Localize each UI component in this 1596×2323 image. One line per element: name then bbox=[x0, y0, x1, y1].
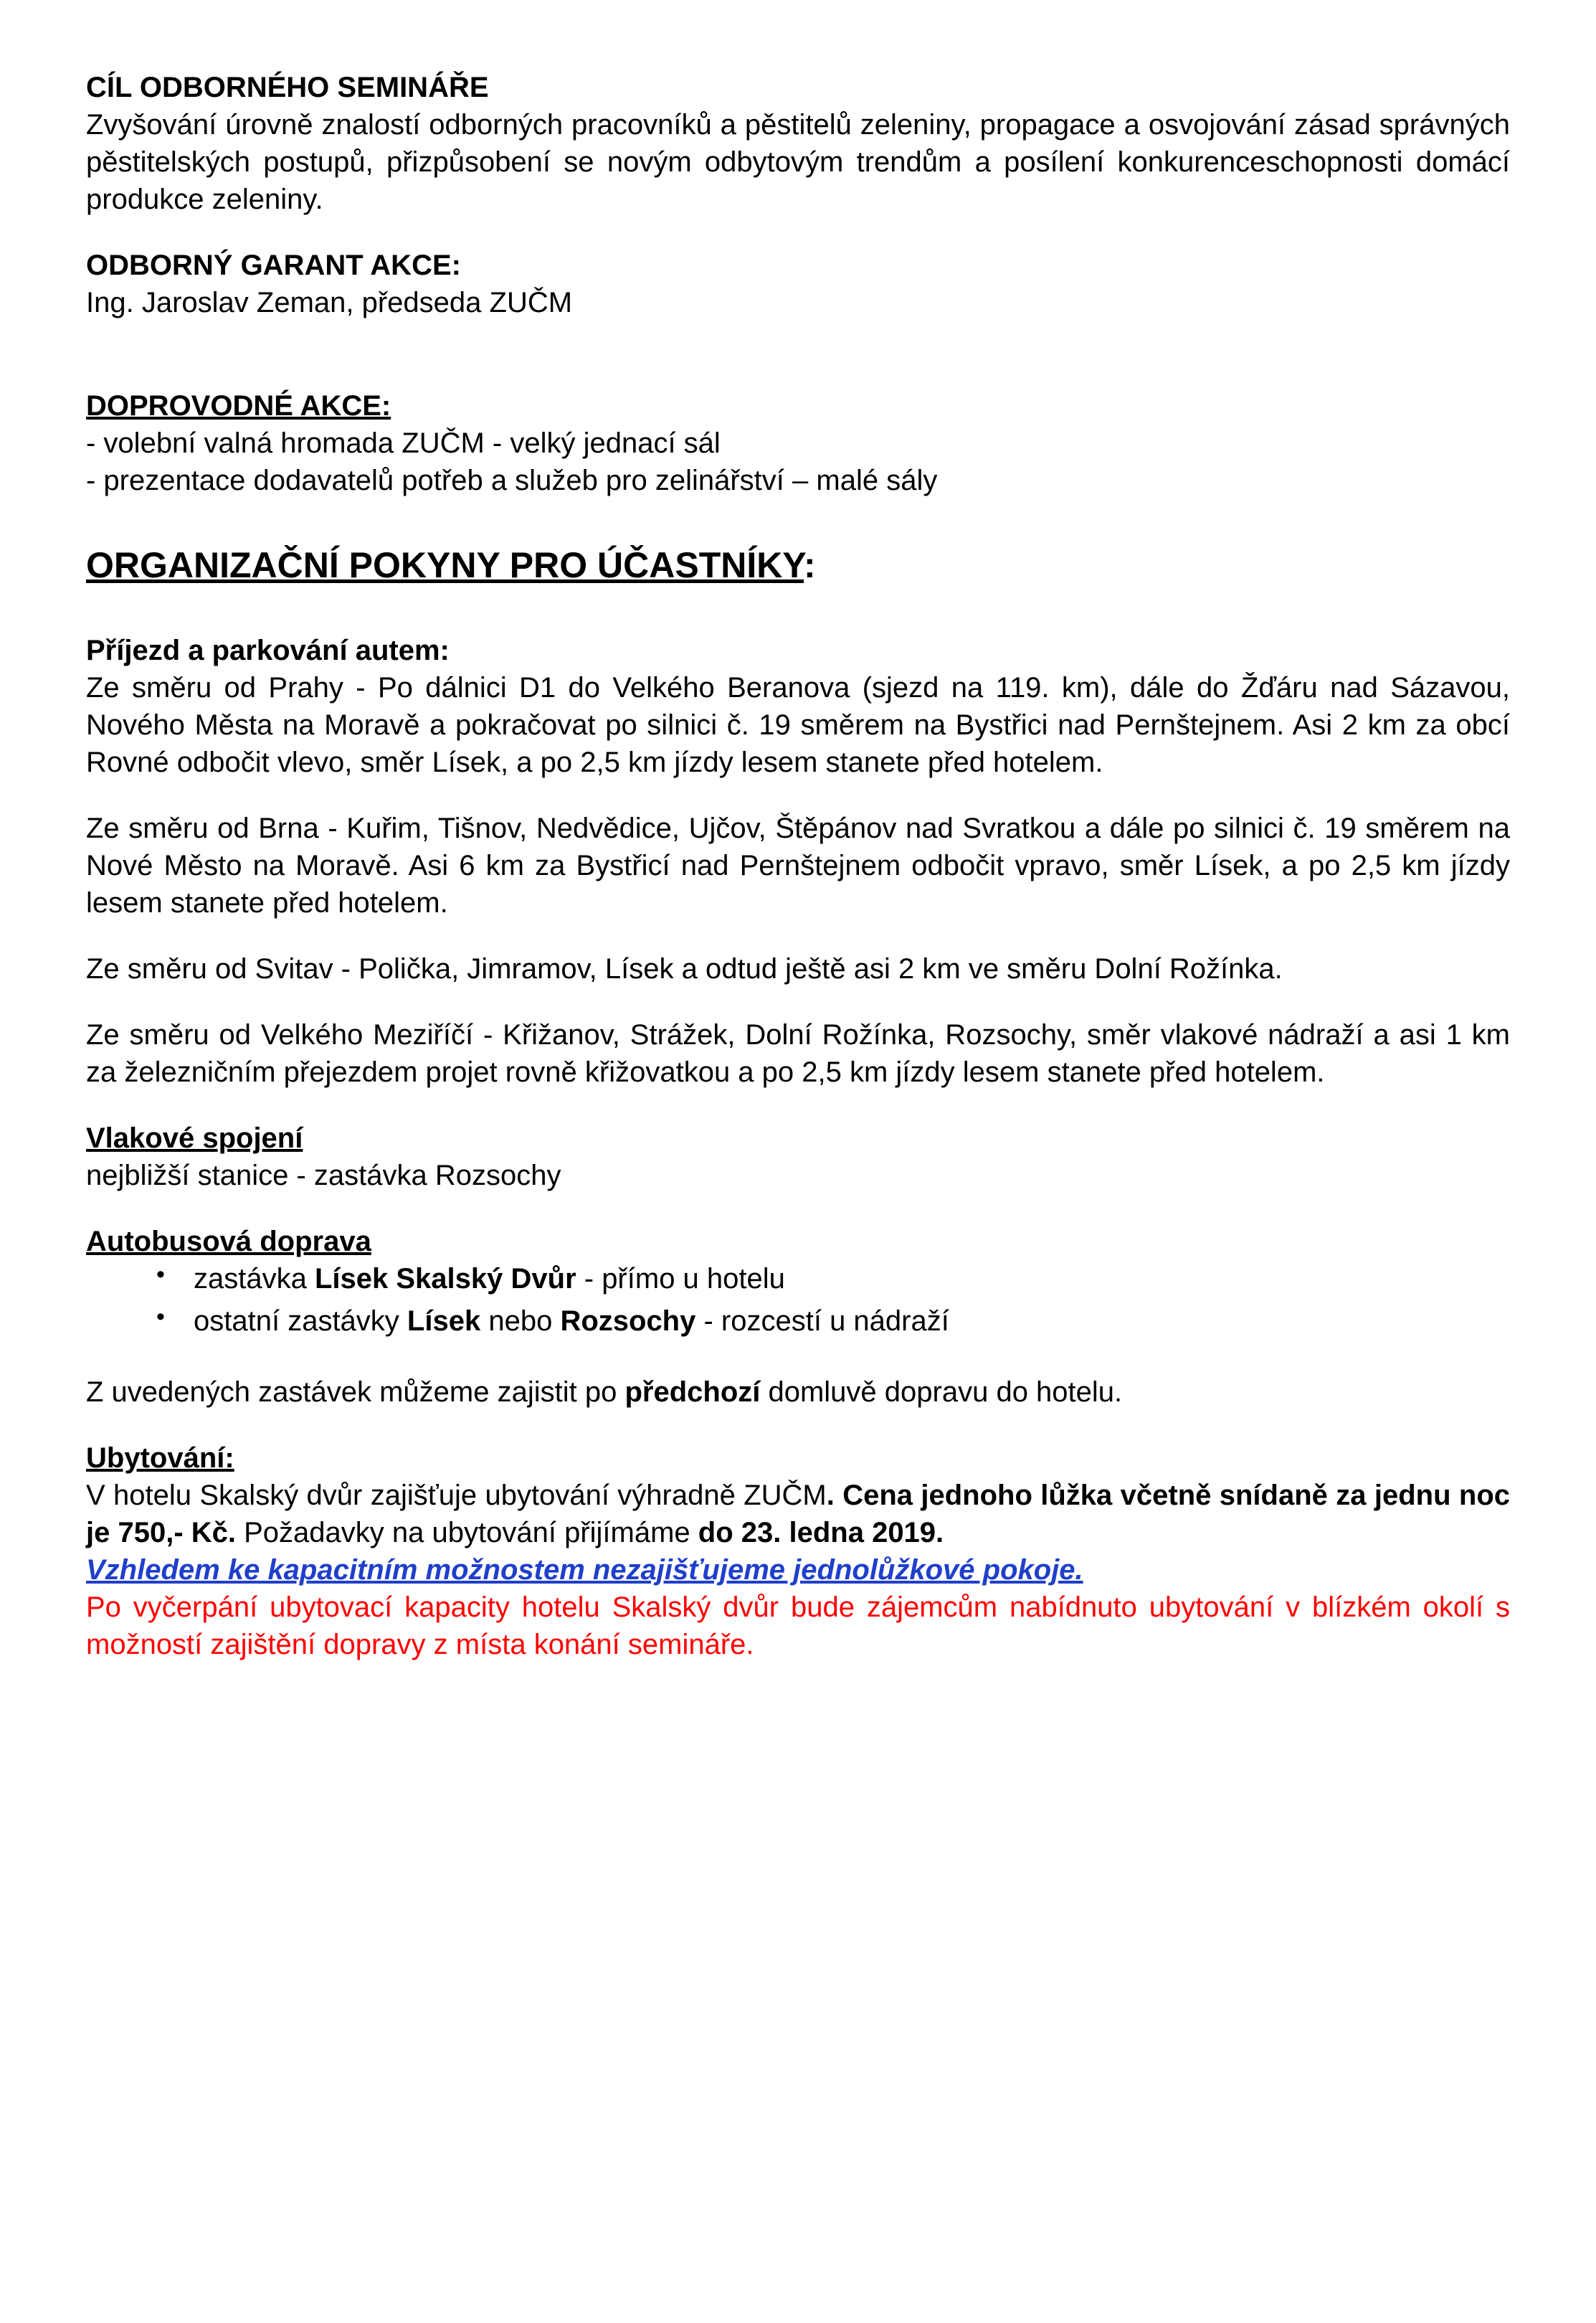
section-heading-accompanying: DOPROVODNÉ AKCE: bbox=[86, 390, 391, 422]
bus-stop-list bbox=[86, 1260, 1510, 1340]
section-heading-train: Vlakové spojení bbox=[86, 1122, 303, 1154]
accommodation-part2: Požadavky na ubytování přijímáme bbox=[236, 1516, 698, 1548]
section-heading-arrival: Příjezd a parkování autem: bbox=[86, 635, 450, 666]
arrival-paragraph-3: Ze směru od Svitav - Polička, Jimramov, Lísek a odtud ještě asi 2 km ve směru Dolní Rožínka. bbox=[86, 953, 1283, 985]
bus-note-part2: domluvě dopravu do hotelu. bbox=[760, 1376, 1123, 1408]
accommodation-paragraph bbox=[86, 1477, 1510, 1551]
spacer bbox=[86, 321, 1510, 387]
section-heading-guarantor: ODBORNÝ GARANT AKCE: bbox=[86, 250, 461, 281]
page-title-underlined: ORGANIZAČNÍ POKYNY PRO ÚČASTNÍKY bbox=[86, 545, 804, 585]
bus-item-2-bold2: Rozsochy bbox=[560, 1305, 696, 1337]
bullet-icon: • bbox=[156, 1261, 165, 1288]
spacer bbox=[86, 499, 1510, 542]
bus-item-1-bold: Lísek Skalský Dvůr bbox=[314, 1263, 576, 1295]
spacer bbox=[86, 922, 1510, 950]
bus-item-1-suffix: - přímo u hotelu bbox=[576, 1263, 785, 1295]
accommodation-red-note: Po vyčerpání ubytovací kapacity hotelu Skalský dvůr bude zájemcům nabídnuto ubytování v blízkém okolí s možností zajištění dopravy z místa konání semináře. bbox=[86, 1591, 1510, 1660]
section-heading-goal: CÍL ODBORNÉHO SEMINÁŘE bbox=[86, 72, 489, 103]
spacer bbox=[86, 1194, 1510, 1223]
section-text-guarantor: Ing. Jaroslav Zeman, předseda ZUČM bbox=[86, 287, 573, 318]
arrival-paragraph-1: Ze směru od Prahy - Po dálnici D1 do Velkého Beranova (sjezd na 119. km), dále do Žďáru nad Sázavou, Nového Města na Moravě a pokračovat po silnici č. 19 směrem na Bystřici nad Pernštejnem. Asi 2 km za obcí Rovné odbočit vlevo, směr Lísek, a po 2,5 km jízdy lesem stanete před hotelem. bbox=[86, 672, 1510, 778]
list-item bbox=[156, 1260, 1510, 1298]
section-text-goal: Zvyšování úrovně znalostí odborných pracovníků a pěstitelů zeleniny, propagace a osvojování zásad správných pěstitelských postupů, přizpůsobení se novým odbytovým trendům a posílení konkurenceschopnosti domácí produkce zeleniny. bbox=[86, 109, 1510, 215]
bus-item-2-middle: nebo bbox=[480, 1305, 561, 1337]
bullet-icon: • bbox=[156, 1302, 165, 1330]
section-heading-accommodation: Ubytování: bbox=[86, 1442, 234, 1474]
document-body bbox=[86, 69, 1510, 1663]
accompanying-item-1: - volební valná hromada ZUČM - velký jednací sál bbox=[86, 427, 721, 459]
spacer bbox=[86, 781, 1510, 810]
bus-item-2-bold: Lísek bbox=[407, 1305, 481, 1337]
list-item bbox=[156, 1302, 1510, 1340]
page-title-colon: : bbox=[804, 545, 816, 585]
bus-note-bold: předchozí bbox=[624, 1376, 761, 1408]
spacer bbox=[86, 988, 1510, 1016]
section-text-train: nejbližší stanice - zastávka Rozsochy bbox=[86, 1160, 561, 1191]
bus-item-2-prefix: ostatní zastávky bbox=[194, 1305, 407, 1337]
accommodation-highlight bbox=[86, 1551, 1510, 1589]
arrival-paragraph-4: Ze směru od Velkého Meziříčí - Křižanov, Strážek, Dolní Rožínka, Rozsochy, směr vlakové nádraží a asi 1 km za železničním přejezdem projet rovně křižovatkou a po 2,5 km jízdy lesem stanete před hotelem. bbox=[86, 1019, 1510, 1088]
spacer bbox=[86, 218, 1510, 247]
bus-note-part1: Z uvedených zastávek můžeme zajistit po bbox=[86, 1376, 625, 1408]
bus-transfer-note bbox=[86, 1373, 1510, 1411]
spacer bbox=[86, 1345, 1510, 1373]
bus-item-2-suffix: - rozcestí u nádraží bbox=[695, 1305, 949, 1337]
spacer bbox=[86, 1411, 1510, 1439]
bus-item-1-prefix: zastávka bbox=[194, 1263, 315, 1295]
section-heading-bus: Autobusová doprava bbox=[86, 1226, 371, 1257]
spacer bbox=[86, 1091, 1510, 1120]
accommodation-part1: V hotelu Skalský dvůr zajišťuje ubytování výhradně ZUČM bbox=[86, 1479, 827, 1511]
arrival-paragraph-2: Ze směru od Brna - Kuřim, Tišnov, Nedvědice, Ujčov, Štěpánov nad Svratkou a dále po silnici č. 19 směrem na Nové Město na Moravě. Asi 6 km za Bystřicí nad Pernštejnem odbočit vpravo, směr Lísek, a po 2,5 km jízdy lesem stanete před hotelem. bbox=[86, 813, 1510, 919]
accommodation-highlight-text: Vzhledem ke kapacitním možnostem nezajišťujeme jednolůžkové pokoje. bbox=[86, 1553, 1083, 1586]
spacer bbox=[86, 589, 1510, 632]
accommodation-price-bold: . Cena jednoho lůžka včetně snídaně za jednu noc je 750,- Kč. bbox=[86, 1479, 1511, 1548]
accommodation-deadline-bold: do 23. ledna 2019. bbox=[698, 1516, 944, 1548]
accompanying-item-2: - prezentace dodavatelů potřeb a služeb pro zelinářství – malé sály bbox=[86, 465, 938, 496]
page-title bbox=[86, 542, 1510, 589]
